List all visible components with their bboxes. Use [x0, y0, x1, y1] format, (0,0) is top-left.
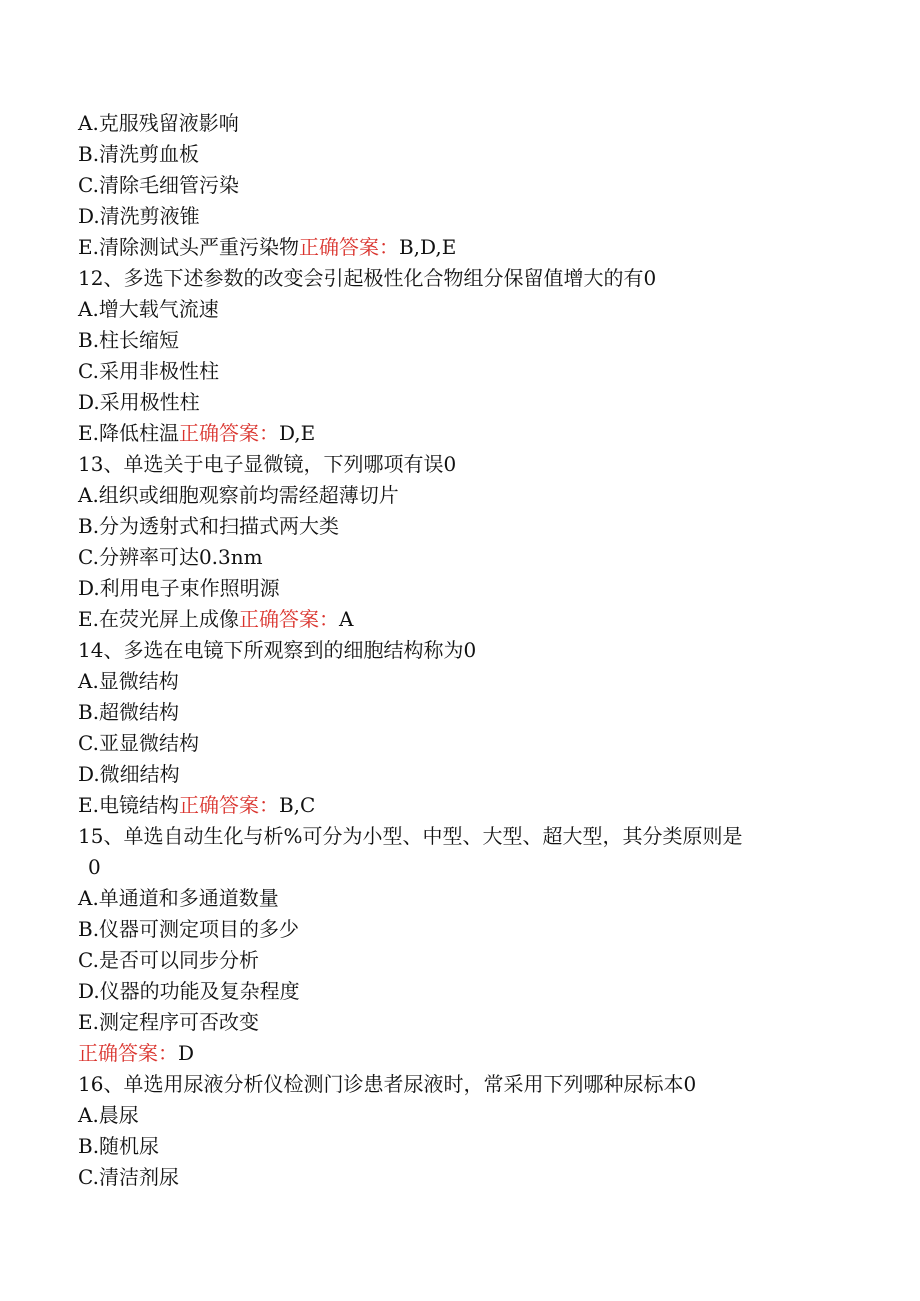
option-line: B.随机尿: [78, 1134, 160, 1158]
option-with-answer-line: [78, 232, 858, 263]
option-line: D.采用极性柱: [78, 390, 200, 414]
option-line: C.亚显微结构: [78, 731, 199, 755]
answer-value: B,D,E: [398, 235, 457, 259]
question-line: 15、单选自动生化与析%可分为小型、中型、大型、超大型，其分类原则是: [78, 824, 743, 848]
question-line-continued: 0: [88, 855, 101, 879]
answer-label: 正确答案：: [238, 607, 339, 631]
option-line: A.组织或细胞观察前均需经超薄切片: [78, 483, 399, 507]
question-line: 16、单选用尿液分析仪检测门诊患者尿液时，常采用下列哪种尿标本0: [78, 1072, 697, 1096]
option-line: A.晨尿: [78, 1103, 139, 1127]
option-line: B.仪器可测定项目的多少: [78, 917, 300, 941]
answer-value: B,C: [278, 793, 316, 817]
option-line: A.单通道和多通道数量: [78, 886, 279, 910]
question-line: 14、多选在电镜下所观察到的细胞结构称为0: [78, 638, 477, 662]
option-line: B.分为透射式和扫描式两大类: [78, 514, 340, 538]
option-with-answer-line: [78, 790, 858, 821]
option-line: E.测定程序可否改变: [78, 1010, 259, 1034]
question-line: 12、多选下述参数的改变会引起极性化合物组分保留值增大的有0: [78, 266, 657, 290]
answer-label: 正确答案：: [178, 793, 279, 817]
option-line: C.清除毛细管污染: [78, 173, 239, 197]
document-page: [78, 108, 858, 1193]
option-line: C.采用非极性柱: [78, 359, 219, 383]
option-text: E.降低柱温: [78, 421, 179, 445]
option-line: B.清洗剪血板: [78, 142, 200, 166]
answer-label: 正确答案：: [298, 235, 399, 259]
option-line: C.分辨率可达0.3nm: [78, 545, 263, 569]
option-line: D.仪器的功能及复杂程度: [78, 979, 300, 1003]
answer-value: D,E: [278, 421, 316, 445]
question-line: 13、单选关于电子显微镜，下列哪项有误0: [78, 452, 457, 476]
option-line: B.柱长缩短: [78, 328, 180, 352]
option-line: A.显微结构: [78, 669, 179, 693]
option-with-answer-line: [78, 418, 858, 449]
option-text: E.清除测试头严重污染物: [78, 235, 299, 259]
option-line: D.微细结构: [78, 762, 180, 786]
answer-value: A: [338, 607, 354, 631]
answer-line: [78, 1038, 858, 1069]
option-line: C.清洁剂尿: [78, 1165, 179, 1189]
option-line: C.是否可以同步分析: [78, 948, 259, 972]
option-line: D.清洗剪液锥: [78, 204, 200, 228]
answer-label: 正确答案：: [178, 421, 279, 445]
option-line: A.克服残留液影响: [78, 111, 239, 135]
option-line: A.增大载气流速: [78, 297, 219, 321]
option-line: D.利用电子束作照明源: [78, 576, 280, 600]
answer-label: 正确答案：: [78, 1041, 178, 1065]
answer-value: D: [178, 1041, 195, 1065]
option-text: E.电镜结构: [78, 793, 179, 817]
option-with-answer-line: [78, 604, 858, 635]
option-text: E.在荧光屏上成像: [78, 607, 239, 631]
option-line: B.超微结构: [78, 700, 180, 724]
